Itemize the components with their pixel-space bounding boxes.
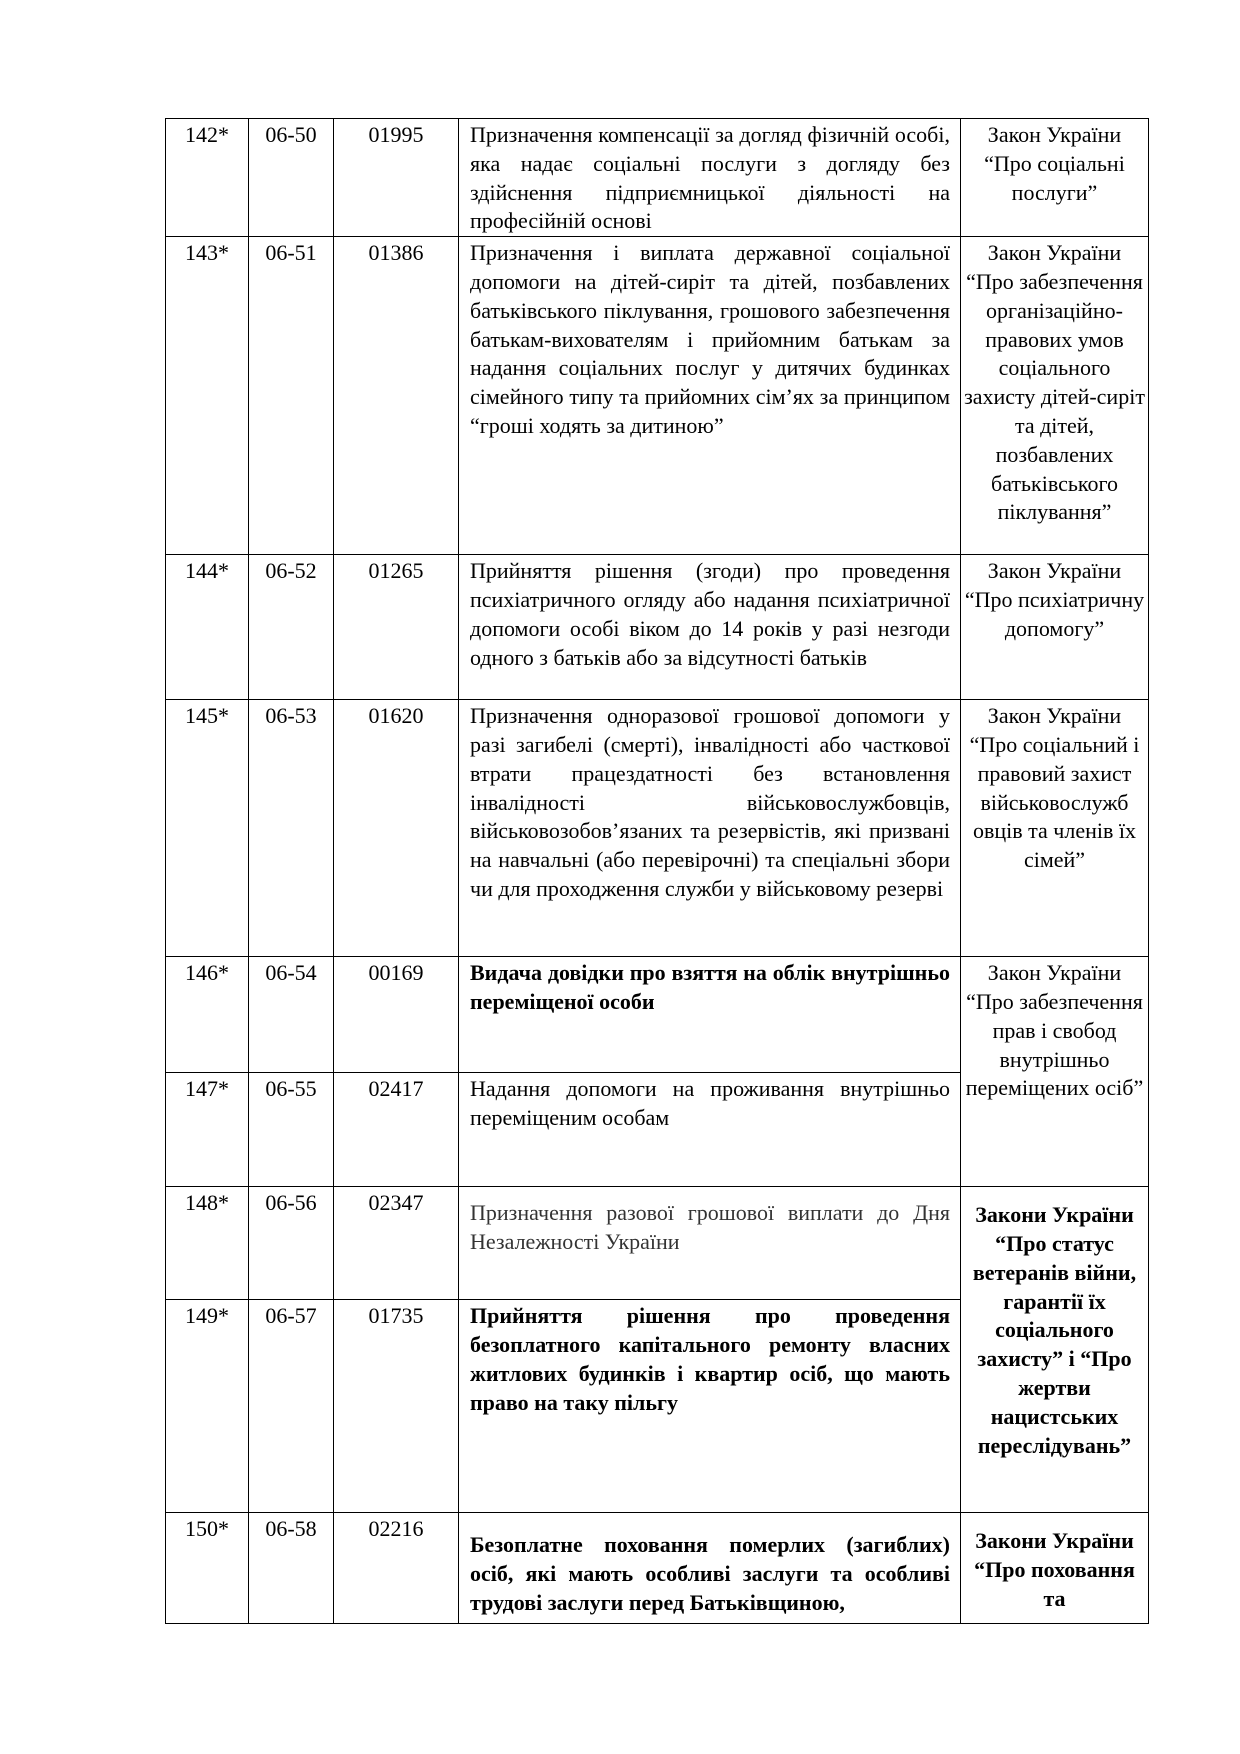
row-id: 01265 [334,555,459,700]
table-row [166,1513,1149,1624]
row-id: 01995 [334,119,459,237]
row-law: Закони України “Про поховання та [961,1513,1149,1624]
table-row [166,119,1149,237]
row-description: Прийняття рішення про проведення безоплатного капітального ремонту власних житлових будинків і квартир осіб, що мають право на таку пільгу [459,1300,961,1513]
table-row [166,1187,1149,1300]
table-row [166,957,1149,1073]
row-description: Видача довідки про взяття на облік внутрішньо переміщеної особи [459,957,961,1073]
row-description: Безоплатне поховання померлих (загиблих) осіб, які мають особливі заслуги та особливі трудові заслуги перед Батьківщиною, [459,1513,961,1624]
row-id: 01735 [334,1300,459,1513]
row-number: 144* [166,555,249,700]
row-number: 149* [166,1300,249,1513]
row-number: 146* [166,957,249,1073]
row-code: 06-57 [249,1300,334,1513]
row-law: Закон України “Про психіатричну допомогу” [961,555,1149,700]
row-law: Закон України “Про забезпечення прав і свобод внутрішньо переміщених осіб” [961,957,1149,1187]
row-description: Надання допомоги на проживання внутрішньо переміщеним особам [459,1073,961,1187]
row-code: 06-58 [249,1513,334,1624]
row-id: 02417 [334,1073,459,1187]
row-code: 06-52 [249,555,334,700]
row-description: Призначення і виплата державної соціальної допомоги на дітей-сиріт та дітей, позбавлених батьківського піклування, грошового забезпечення батькам-вихователям і прийомним батькам за надання соціальних послуг у дитячих будинках сімейного типу та прийомних сім’ях за принципом “гроші ходять за дитиною” [459,237,961,555]
row-law: Закон України “Про соціальний і правовий захист військовослужб овців та членів їх сімей” [961,700,1149,957]
row-code: 06-54 [249,957,334,1073]
row-law: Закон України “Про забезпечення організаційно-правових умов соціального захисту дітей-сиріт та дітей, позбавлених батьківського піклування” [961,237,1149,555]
row-code: 06-50 [249,119,334,237]
row-code: 06-56 [249,1187,334,1300]
row-id: 00169 [334,957,459,1073]
table-row [166,237,1149,555]
row-description: Призначення одноразової грошової допомоги у разі загибелі (смерті), інвалідності або часткової втрати працездатності без встановлення інвалідності військовослужбовців, військовозобов’язаних та резервістів, які призвані на навчальні (або перевірочні) та спеціальні збори чи для проходження служби у військовому резерві [459,700,961,957]
row-number: 150* [166,1513,249,1624]
table-row [166,700,1149,957]
row-id: 02216 [334,1513,459,1624]
row-description: Призначення компенсації за догляд фізичній особі, яка надає соціальні послуги з догляду без здійснення підприємницької діяльності на професійній основі [459,119,961,237]
row-id: 01386 [334,237,459,555]
row-number: 142* [166,119,249,237]
row-description: Призначення разової грошової виплати до Дня Незалежності України [459,1187,961,1300]
row-id: 02347 [334,1187,459,1300]
table-row [166,555,1149,700]
row-code: 06-51 [249,237,334,555]
row-code: 06-53 [249,700,334,957]
row-law: Закон України “Про соціальні послуги” [961,119,1149,237]
row-number: 148* [166,1187,249,1300]
row-number: 143* [166,237,249,555]
row-law: Закони України “Про статус ветеранів війни, гарантії їх соціального захисту” і “Про жертви нацистських переслідувань” [961,1187,1149,1513]
row-number: 145* [166,700,249,957]
services-table [165,118,1149,1624]
row-id: 01620 [334,700,459,957]
row-description: Прийняття рішення (згоди) про проведення психіатричного огляду або надання психіатричної допомоги особі віком до 14 років у разі незгоди одного з батьків або за відсутності батьків [459,555,961,700]
row-number: 147* [166,1073,249,1187]
row-code: 06-55 [249,1073,334,1187]
